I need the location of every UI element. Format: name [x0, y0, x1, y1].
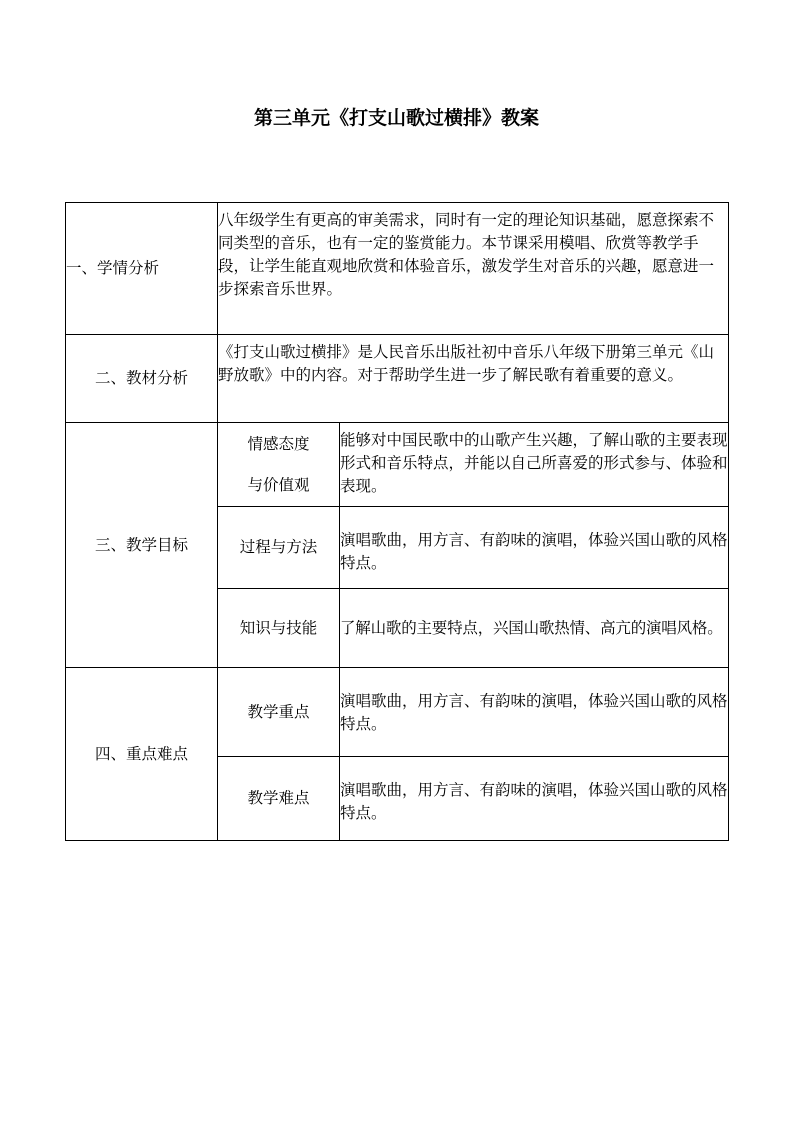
student-analysis-content: 八年级学生有更高的审美需求，同时有一定的理论知识基础，愿意探索不同类型的音乐，也有一定的鉴赏能力。本节课采用模唱、欣赏等教学手段，让学生能直观地欣赏和体验音乐，激发学生对音乐的兴趣，愿意进一步探索音乐世界。 — [218, 203, 729, 335]
row-label-material-analysis: 二、教材分析 — [66, 335, 218, 423]
goal-emotion-content: 能够对中国民歌中的山歌产生兴趣，了解山歌的主要表现形式和音乐特点，并能以自己所喜爱的形式参与、体验和表现。 — [340, 423, 729, 507]
goal-emotion-label-line1: 情感态度 — [247, 434, 310, 453]
goal-emotion-label — [218, 423, 340, 507]
row-label-student-analysis: 一、学情分析 — [66, 203, 218, 335]
table-row — [66, 423, 729, 507]
goal-knowledge-label: 知识与技能 — [218, 589, 340, 668]
row-label-key-points: 四、重点难点 — [66, 668, 218, 841]
lesson-plan-table — [65, 202, 729, 841]
table-row — [66, 203, 729, 335]
difficult-point-label: 教学难点 — [218, 757, 340, 841]
table-row — [66, 335, 729, 423]
goal-process-label: 过程与方法 — [218, 507, 340, 589]
goal-process-content: 演唱歌曲，用方言、有韵味的演唱，体验兴国山歌的风格特点。 — [340, 507, 729, 589]
key-point-content: 演唱歌曲，用方言、有韵味的演唱，体验兴国山歌的风格特点。 — [340, 668, 729, 757]
page-title: 第三单元《打支山歌过横排》教案 — [253, 107, 539, 129]
difficult-point-content: 演唱歌曲，用方言、有韵味的演唱，体验兴国山歌的风格特点。 — [340, 757, 729, 841]
goal-emotion-label-line2: 与价值观 — [247, 475, 310, 494]
key-point-label: 教学重点 — [218, 668, 340, 757]
table-row — [66, 668, 729, 757]
material-analysis-content: 《打支山歌过横排》是人民音乐出版社初中音乐八年级下册第三单元《山野放歌》中的内容。对于帮助学生进一步了解民歌有着重要的意义。 — [218, 335, 729, 423]
goal-knowledge-content: 了解山歌的主要特点，兴国山歌热情、高亢的演唱风格。 — [340, 589, 729, 668]
row-label-teaching-goals: 三、教学目标 — [66, 423, 218, 668]
